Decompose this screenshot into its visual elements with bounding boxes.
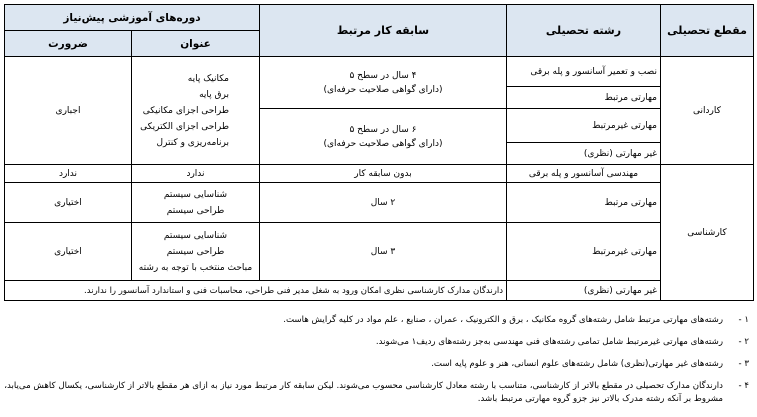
field-cell: نصب و تعمیر آسانسور و پله برقی xyxy=(507,57,661,87)
footnote xyxy=(4,336,753,349)
header-experience: سابقه کار مرتبط xyxy=(260,5,507,57)
header-course-title: عنوان xyxy=(132,31,260,57)
field-cell: مهندسی آسانسور و پله برقی xyxy=(507,165,661,183)
course-item: طراحی سیستم xyxy=(166,246,225,257)
course-item: طراحی اجزای الکتریکی xyxy=(140,121,229,132)
experience-cell: بدون سابقه کار xyxy=(260,165,507,183)
level-kardani: کاردانی xyxy=(661,57,754,165)
experience-cell xyxy=(260,109,507,165)
necessity-cell: اختیاری xyxy=(5,223,132,281)
experience-line: ۴ سال در سطح ۵ xyxy=(349,70,417,81)
header-necessity: ضرورت xyxy=(5,31,132,57)
footnote xyxy=(4,380,753,406)
experience-line: ۶ سال در سطح ۵ xyxy=(349,124,417,135)
requirements-table xyxy=(4,4,754,301)
footnote-number: ۴ - xyxy=(738,381,749,391)
footnote-number: ۱ - xyxy=(738,315,749,325)
theory-note-cell: دارندگان مدارک کارشناسی نظری امکان ورود به شغل مدیر فنی طراحی، محاسبات فنی و استاندارد آسانسور را ندارند. xyxy=(5,281,507,301)
field-cell: مهارتی مرتبط xyxy=(507,183,661,223)
header-level: مقطع تحصیلی xyxy=(661,5,754,57)
footnotes xyxy=(4,314,753,406)
field-cell: غیر مهارتی (نظری) xyxy=(507,281,661,301)
footnote xyxy=(4,358,753,371)
course-item: برق پایه xyxy=(199,89,229,100)
experience-line: (دارای گواهی صلاحیت حرفه‌ای) xyxy=(323,84,443,95)
course-item: طراحی سیستم xyxy=(166,205,225,216)
course-item: مکانیک پایه xyxy=(187,73,229,84)
footnote xyxy=(4,314,753,327)
courses-cell xyxy=(132,183,260,223)
necessity-cell: اجباری xyxy=(5,57,132,165)
course-cell: ندارد xyxy=(132,165,260,183)
header-field: رشته تحصیلی xyxy=(507,5,661,57)
course-item: شناسایی سیستم xyxy=(163,230,228,241)
experience-cell: ۲ سال xyxy=(260,183,507,223)
footnote-text: رشته‌های غیر مهارتی(نظری) شامل رشته‌های علوم انسانی، هنر و علوم پایه است. xyxy=(431,359,723,369)
course-item: برنامه‌ریزی و کنترل xyxy=(156,137,229,148)
footnote-number: ۳ - xyxy=(738,359,749,369)
course-item: طراحی اجزای مکانیکی xyxy=(142,105,229,116)
courses-cell xyxy=(132,223,260,281)
footnote-text: رشته‌های مهارتی مرتبط شامل رشته‌های گروه مکانیک ، برق و الکترونیک ، عمران ، صنایع ، علم مواد در کلیه گرایش هاست. xyxy=(283,315,723,325)
footnote-number: ۲ - xyxy=(738,337,749,347)
footnote-text: دارندگان مدارک تحصیلی در مقطع بالاتر از کارشناسی، متناسب با رشته معادل کارشناسی محسوب می‌شوند. لیکن سابقه کار مرتبط مورد نیاز به ازای هر مقطع بالاتر از کارشناسی، یکسال کاهش می‌یابد، مشروط بر آنکه رشته مدرک بالاتر نیز جزو گروه مهارتی مرتبط باشد. xyxy=(4,381,723,404)
field-cell: مهارتی غیرمرتبط xyxy=(507,223,661,281)
courses-cell xyxy=(132,57,260,165)
field-cell: مهارتی غیرمرتبط xyxy=(507,109,661,143)
necessity-cell: ندارد xyxy=(5,165,132,183)
level-karshenasi: کارشناسی xyxy=(661,165,754,301)
course-item: مباحث منتخب با توجه به رشته xyxy=(138,262,253,273)
header-courses: دوره‌های آموزشی پیش‌نیاز xyxy=(5,5,260,31)
necessity-cell: اختیاری xyxy=(5,183,132,223)
field-cell: غیر مهارتی (نظری) xyxy=(507,143,661,165)
experience-cell xyxy=(260,57,507,109)
course-item: شناسایی سیستم xyxy=(163,189,228,200)
experience-cell: ۳ سال xyxy=(260,223,507,281)
footnote-text: رشته‌های مهارتی غیرمرتبط شامل تمامی رشته‌های فنی مهندسی به‌جز رشته‌های ردیف۱ می‌شوند. xyxy=(375,337,723,347)
experience-line: (دارای گواهی صلاحیت حرفه‌ای) xyxy=(323,138,443,149)
field-cell: مهارتی مرتبط xyxy=(507,87,661,109)
